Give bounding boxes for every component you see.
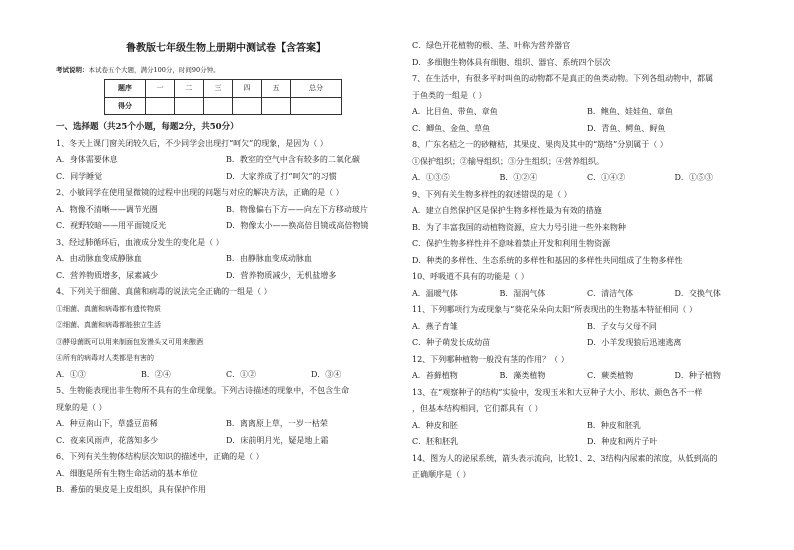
options: A．身体需要休息 B．教室的空气中含有较多的二氧化碳 xyxy=(56,155,360,164)
options: C．营养物质增多，尿素减少 D．营养物质减少，无机盐增多 xyxy=(56,270,337,280)
statement: ①保护组织；②输导组织；③分生组织；④营养组织。 xyxy=(412,156,604,166)
option: B．番茄的果皮是上皮组织，具有保护作用 xyxy=(56,485,206,494)
score-value-row: 得分 xyxy=(105,97,342,115)
score-header-row: 题序 一 二 三 四 五 总分 xyxy=(105,80,342,98)
question-7-cont: 于鱼类的一组是（ ） xyxy=(412,90,487,100)
option: B．为了丰富我国的动植物资源，应大力号引进一些外来物种 xyxy=(412,222,626,232)
section-heading: 一、选择题（共25个小题，每题2分，共50分） xyxy=(56,122,239,132)
statement: ①细菌、真菌和病毒都有遗传物质 xyxy=(56,304,161,313)
question-5: 5、生物能表现出非生物所不具有的生命现象。下列古诗描述的现象中，不包含生命 xyxy=(56,386,350,395)
question-6: 6、下列有关生物体结构层次知识的描述中，正确的是（ ） xyxy=(56,452,264,461)
options: A．由动脉血变成静脉血 B．由静脉血变成动脉血 xyxy=(56,254,312,263)
question-13: 13、在“观察种子的结构”实验中，发现玉米和大豆种子大小、形状、颜色各不一样 xyxy=(412,387,703,397)
options: C．鲫鱼、金鱼、草鱼 D．青鱼、鳄鱼、鲟鱼 xyxy=(412,123,666,133)
options: A．比目鱼、带鱼、章鱼 B．鲍鱼、娃娃鱼、章鱼 xyxy=(412,107,673,116)
options: A．种豆南山下，草盛豆苗稀 B．离离原上草，一岁一枯荣 xyxy=(56,419,328,428)
options: C．夜来风雨声，花落知多少 D．床前明月光，疑是地上霜 xyxy=(56,435,329,445)
score-table xyxy=(104,79,342,115)
exam-title: 鲁教版七年级生物上册期中测试卷【含答案】 xyxy=(126,43,326,54)
question-3: 3、经过肺循环后，血液成分发生的变化是（ ） xyxy=(56,237,224,247)
option: A．细胞是所有生物生命活动的基本单位 xyxy=(56,468,198,478)
option: D．种类的多样性、生态系统的多样性和基因的多样性共同组成了生物多样性 xyxy=(412,255,683,265)
question-1: 1、冬天上课门窗关闭较久后，不少同学会出现打“呵欠”的现象，是因为（ ） xyxy=(56,138,328,148)
question-14-cont: 正确顺序是（ ） xyxy=(412,470,471,479)
question-9: 9、下列有关生物多样性的叙述错误的是（ ） xyxy=(412,189,572,199)
question-10: 10、呼吸道不具有的功能是（ ） xyxy=(412,272,529,281)
option: A．建立自然保护区是保护生物多样性最为有效的措施 xyxy=(412,206,602,215)
question-13-cont: ，但基本结构相同，它们都具有（ ） xyxy=(412,404,543,413)
options: C．胚和胚乳 D．种皮和两片子叶 xyxy=(412,437,658,446)
question-14: 14、图为人的泌尿系统，箭头表示流向，比较1、2、3结构内尿素的浓度，从低到高的 xyxy=(412,453,718,463)
options: C．种子萌发长成幼苗 D．小羊发现狼后迅速逃离 xyxy=(412,338,682,347)
question-4: 4、下列关于细菌、真菌和病毒的说法完全正确的一组是（ ） xyxy=(56,287,272,296)
question-2: 2、小敏同学在使用显微镜的过程中出现的问题与对应的解决方法，正确的是（ ） xyxy=(56,188,344,197)
statement: ②细菌、真菌和病毒都能独立生活 xyxy=(56,321,161,329)
options: A．苔藓植物 B．藻类植物 C．蕨类植物 D．种子植物 xyxy=(412,371,721,380)
option: D．多细胞生物体具有细胞、组织、器官、系统四个层次 xyxy=(412,57,611,67)
options: A．燕子育雏 B．子女与父母不同 xyxy=(412,321,657,331)
option: C．绿色开花植物的根、茎、叶称为营养器官 xyxy=(412,41,571,50)
statement: ④所有的病毒对人类都是有害的 xyxy=(56,354,154,362)
options: A．①③ B．②④ C．①② D．③④ xyxy=(56,369,342,379)
options: A．①③⑤ B．①②④ C．①④② D．①⑤③ xyxy=(412,173,713,182)
options: C．同学睡觉 D．大家养成了打“呵欠”的习惯 xyxy=(56,171,337,181)
exam-note: 考试说明：本试卷五个大题，满分100分，时间90分钟。 xyxy=(56,66,220,74)
options: C．视野较暗——用平面镜反光 D．物像太小——换高倍目镜或高倍物镜 xyxy=(56,221,369,230)
statement: ③酵母菌既可以用来制面包发馒头又可用来酿酒 xyxy=(56,337,203,346)
options: A．物像不清晰——调节光圈 B．物像偏右下方——向左下方移动玻片 xyxy=(56,204,368,214)
question-7: 7、在生活中，有很多平时叫鱼的动物都不是真正的鱼类动物。下列各组动物中，都属 xyxy=(412,74,714,83)
question-5-cont: 现象的是（ ） xyxy=(56,402,107,412)
right-column xyxy=(412,38,762,484)
options: A．种皮和胚 B．种皮和胚乳 xyxy=(412,420,641,430)
question-12: 12、下列哪种植物一般没有茎的作用？（ ） xyxy=(412,354,569,364)
option: C．保护生物多样性并不意味着禁止开发和利用生物资源 xyxy=(412,239,611,248)
question-11: 11、下列哪项行为或现象与“葵花朵朵向太阳”所表现出的生物基本特征相同（ ） xyxy=(412,305,697,314)
left-column xyxy=(56,0,396,499)
options: A．温暖气体 B．湿润气体 C．清洁气体 D．交换气体 xyxy=(412,288,721,298)
question-8: 8、广东名桔之一的砂糖桔，其果皮、果肉及其中的“筋络”分别属于（ ） xyxy=(412,140,668,149)
